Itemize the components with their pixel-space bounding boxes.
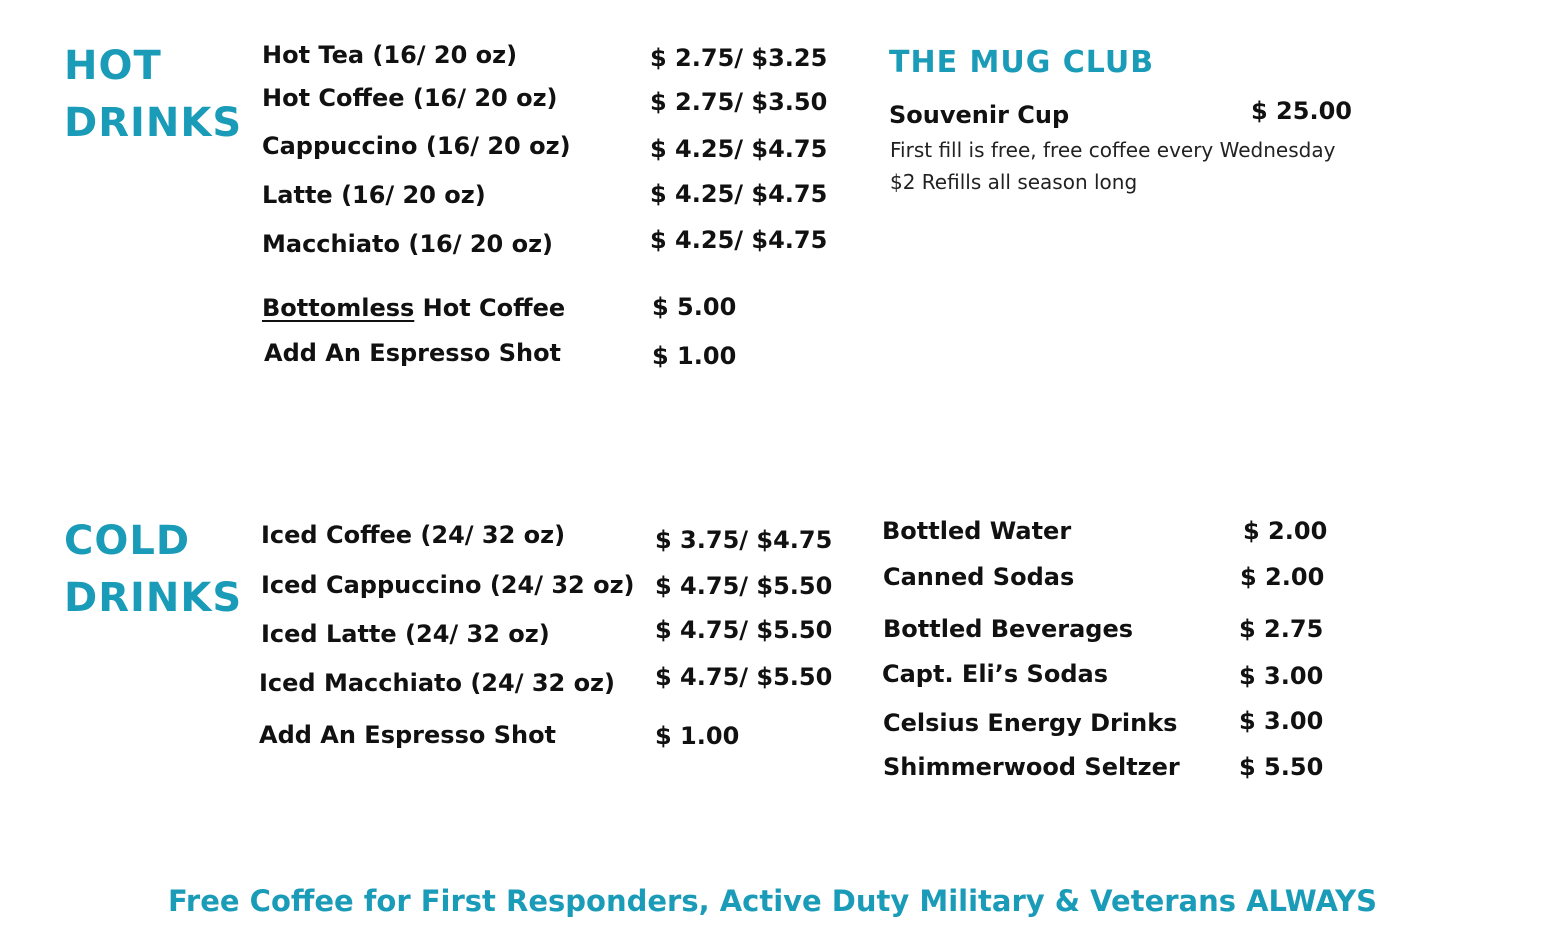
cold-item-price: $ 4.75/ $5.50 (655, 663, 833, 691)
other-item-price: $ 2.00 (1240, 563, 1325, 591)
hot-item-price: $ 2.75/ $3.25 (650, 44, 828, 72)
hot-drinks-heading (64, 38, 242, 152)
other-item-price: $ 2.75 (1239, 615, 1324, 643)
mug-club-title: THE MUG CLUB (889, 45, 1155, 80)
hot-item-name: Macchiato (16/ 20 oz) (262, 230, 554, 258)
hot-drinks-heading-line1: HOT (64, 43, 162, 89)
hot-item-name: Cappuccino (16/ 20 oz) (262, 132, 571, 160)
cold-item-name: Iced Coffee (24/ 32 oz) (261, 521, 566, 549)
mug-club-note-2: $2 Refills all season long (890, 170, 1138, 194)
hot-item-price: $ 4.25/ $4.75 (650, 226, 828, 254)
bottomless-coffee-name (262, 293, 565, 323)
cold-item-price: $ 4.75/ $5.50 (655, 616, 833, 644)
other-item-price: $ 3.00 (1239, 707, 1324, 735)
hot-item-name: Hot Tea (16/ 20 oz) (262, 41, 518, 69)
other-item-name: Canned Sodas (883, 563, 1075, 591)
bottomless-coffee-price: $ 5.00 (652, 293, 737, 321)
hot-drinks-heading-line2: DRINKS (64, 100, 243, 146)
other-item-price: $ 2.00 (1243, 517, 1328, 545)
other-item-name: Bottled Water (882, 517, 1072, 545)
cold-item-name: Iced Latte (24/ 32 oz) (261, 620, 550, 648)
souvenir-cup-name: Souvenir Cup (889, 101, 1070, 129)
footer-banner: Free Coffee for First Responders, Active Duty Military & Veterans ALWAYS (167, 884, 1378, 918)
cold-item-name: Iced Cappuccino (24/ 32 oz) (261, 571, 635, 599)
hot-item-price: $ 4.25/ $4.75 (650, 135, 828, 163)
cold-item-price: $ 3.75/ $4.75 (655, 526, 833, 554)
cold-espresso-price: $ 1.00 (655, 722, 740, 750)
bottomless-rest: Hot Coffee (414, 294, 566, 322)
cold-item-price: $ 4.75/ $5.50 (655, 572, 833, 600)
hot-espresso-price: $ 1.00 (652, 342, 737, 370)
other-item-name: Bottled Beverages (883, 615, 1134, 643)
hot-item-name: Latte (16/ 20 oz) (262, 181, 486, 209)
other-item-name: Shimmerwood Seltzer (883, 753, 1180, 781)
other-item-price: $ 3.00 (1239, 662, 1324, 690)
hot-item-price: $ 2.75/ $3.50 (650, 88, 828, 116)
other-item-name: Celsius Energy Drinks (883, 709, 1178, 737)
hot-espresso-name: Add An Espresso Shot (264, 339, 562, 367)
hot-item-price: $ 4.25/ $4.75 (650, 180, 828, 208)
hot-item-name: Hot Coffee (16/ 20 oz) (262, 84, 558, 112)
bottomless-label: Bottomless (262, 294, 415, 322)
cold-espresso-name: Add An Espresso Shot (259, 721, 557, 749)
other-item-price: $ 5.50 (1239, 753, 1324, 781)
cold-drinks-heading (64, 513, 242, 627)
cold-item-name: Iced Macchiato (24/ 32 oz) (259, 669, 615, 697)
cold-drinks-heading-line1: COLD (64, 518, 191, 564)
cold-drinks-heading-line2: DRINKS (64, 575, 243, 621)
souvenir-cup-price: $ 25.00 (1251, 97, 1352, 125)
mug-club-note-1: First fill is free, free coffee every Wednesday (890, 138, 1336, 162)
other-item-name: Capt. Eli’s Sodas (882, 660, 1108, 688)
